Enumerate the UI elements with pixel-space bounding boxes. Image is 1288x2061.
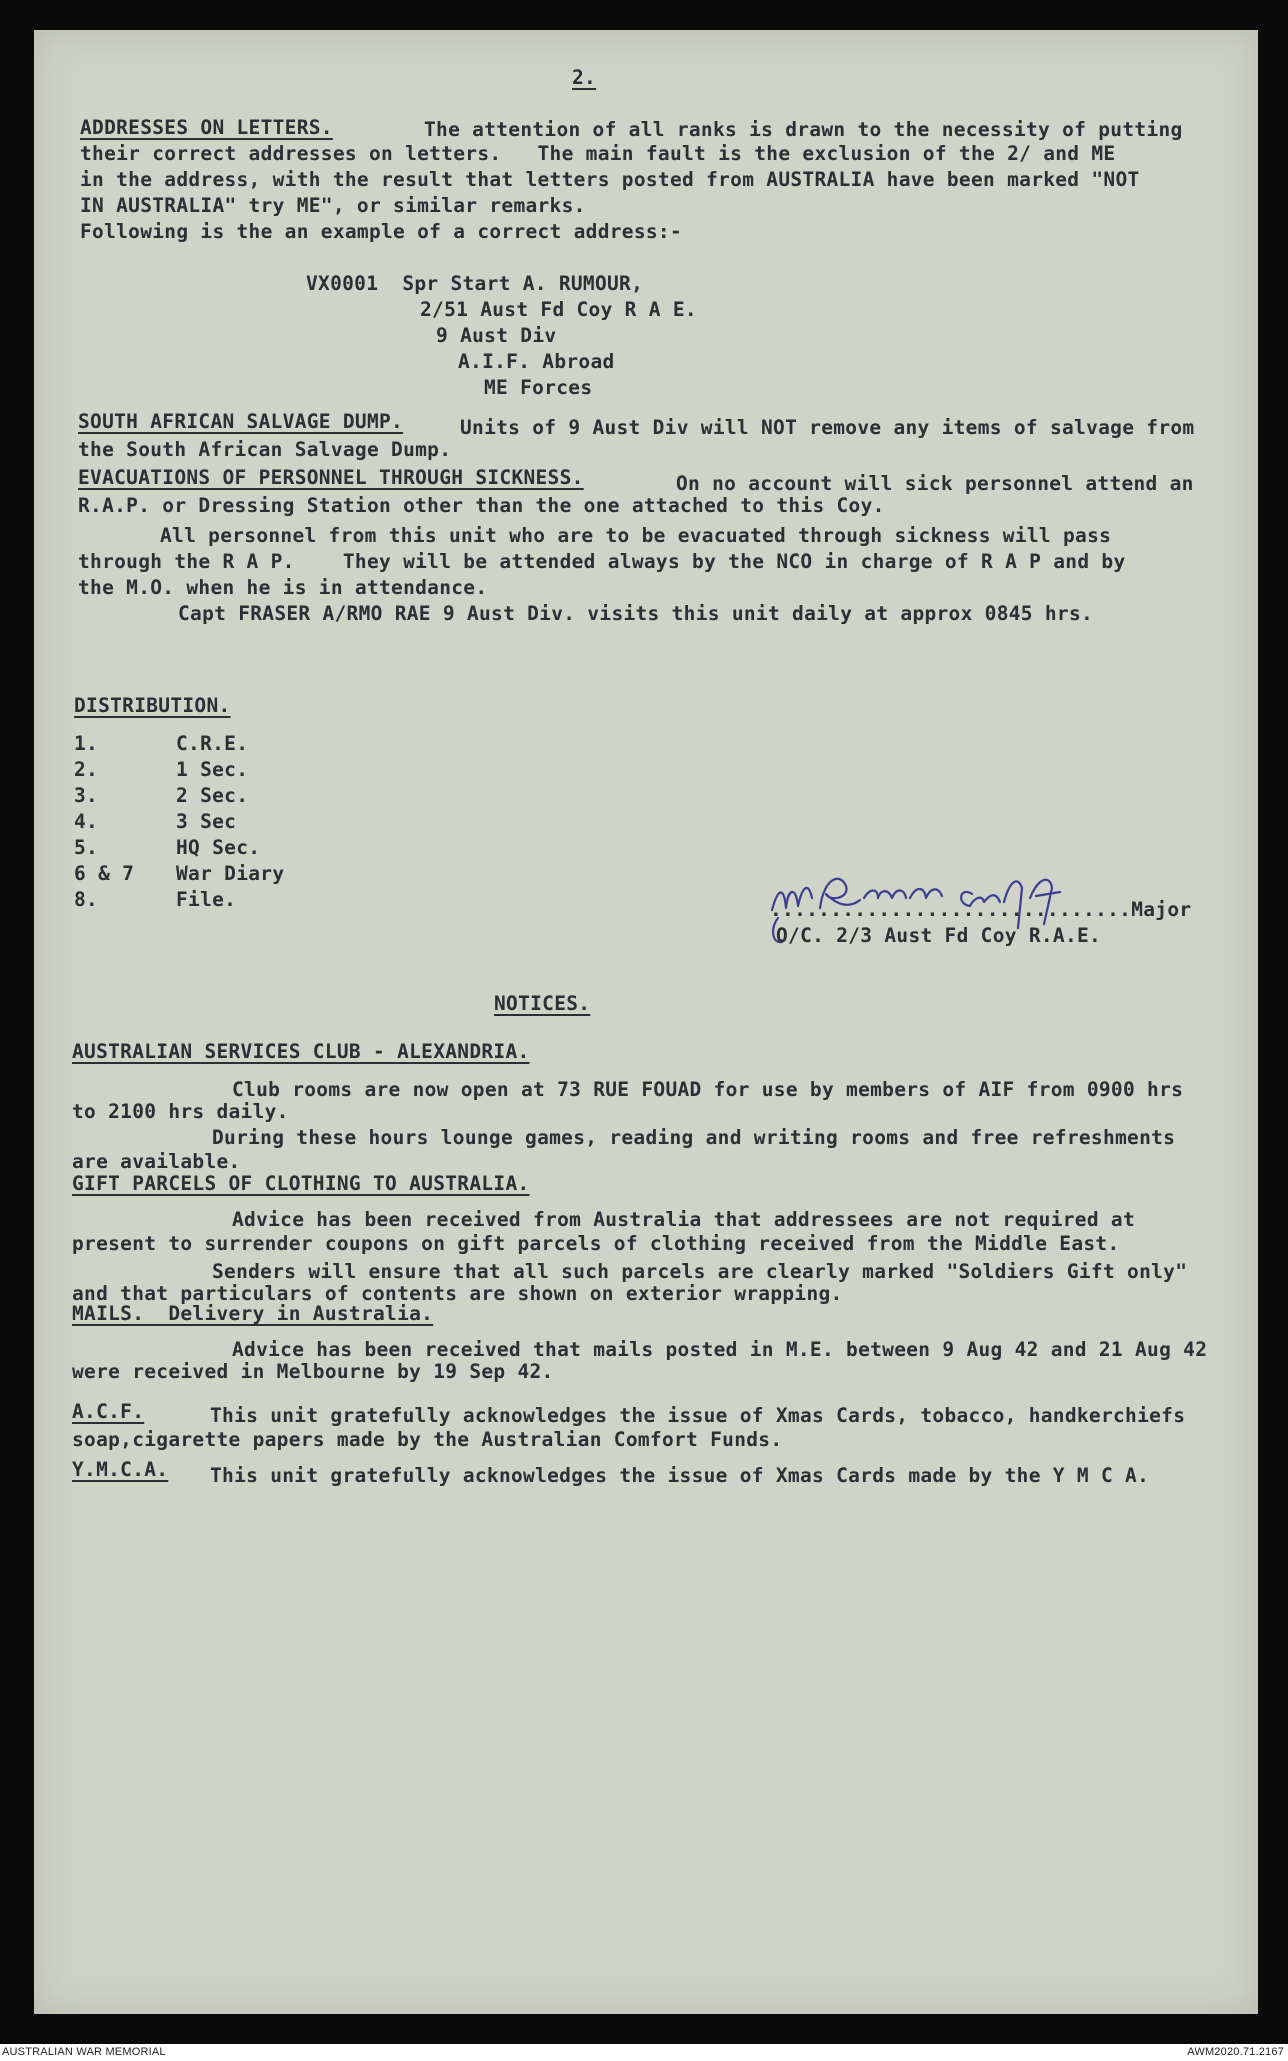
distribution-number: 1. [74,732,99,755]
ymca-heading: Y.M.C.A. [72,1458,169,1481]
club-line: During these hours lounge games, reading and writing rooms and free refreshments [212,1126,1176,1149]
mails-heading: MAILS. Delivery in Australia. [72,1302,434,1325]
distribution-heading: DISTRIBUTION. [74,694,231,717]
page-number: 2. [572,66,597,89]
distribution-number: 3. [74,784,99,807]
gift-line: Advice has been received from Australia that addressees are not required at [232,1208,1135,1231]
gift-line: present to surrender coupons on gift parcels of clothing received from the Middle East. [72,1232,1120,1255]
mails-line: Advice has been received that mails posted in M.E. between 9 Aug 42 and 21 Aug 42 [232,1338,1208,1361]
salvage-line: Units of 9 Aust Div will NOT remove any items of salvage from [460,416,1195,439]
distribution-recipient: War Diary [176,862,285,885]
distribution-recipient: File. [176,888,237,911]
club-heading: AUSTRALIAN SERVICES CLUB - ALEXANDRIA. [72,1040,530,1063]
club-line: Club rooms are now open at 73 RUE FOUAD for use by members of AIF from 0900 hrs [232,1078,1184,1101]
distribution-number: 5. [74,836,99,859]
address-example-line: ME Forces [484,376,593,399]
salvage-heading: SOUTH AFRICAN SALVAGE DUMP. [78,410,404,433]
evacuations-line: Capt FRASER A/RMO RAE 9 Aust Div. visits this unit daily at approx 0845 hrs. [178,602,1094,625]
gift-line: and that particulars of contents are shown on exterior wrapping. [72,1282,843,1305]
footer-accession-number: AWM2020.71.2167 [1187,2046,1284,2058]
addresses-line: their correct addresses on letters. The main fault is the exclusion of the 2/ and ME [80,142,1116,165]
addresses-line: The attention of all ranks is drawn to the necessity of putting [424,118,1183,141]
footer-bar [0,2044,1288,2061]
distribution-number: 8. [74,888,99,911]
addresses-line: IN AUSTRALIA" try ME", or similar remarks. [80,194,586,217]
distribution-number: 2. [74,758,99,781]
mails-line: were received in Melbourne by 19 Sep 42. [72,1360,554,1383]
signatory-title: O/C. 2/3 Aust Fd Coy R.A.E. [776,924,1102,947]
distribution-recipient: HQ Sec. [176,836,261,859]
distribution-number: 6 & 7 [74,862,135,885]
distribution-recipient: 2 Sec. [176,784,249,807]
salvage-line: the South African Salvage Dump. [78,438,452,461]
club-line: to 2100 hrs daily. [72,1100,289,1123]
address-example-line: A.I.F. Abroad [458,350,615,373]
footer-institution: AUSTRALIAN WAR MEMORIAL [2,2046,166,2058]
gift-heading: GIFT PARCELS OF CLOTHING TO AUSTRALIA. [72,1172,530,1195]
addresses-line: Following is the an example of a correct address:- [80,220,682,243]
evacuations-line: the M.O. when he is in attendance. [78,576,488,599]
distribution-recipient: 1 Sec. [176,758,249,781]
address-example-line: 9 Aust Div [436,324,557,347]
acf-line: soap,cigarette papers made by the Australian Comfort Funds. [72,1428,783,1451]
acf-line: This unit gratefully acknowledges the issue of Xmas Cards, tobacco, handkerchiefs [210,1404,1186,1427]
evacuations-line: through the R A P. They will be attended always by the NCO in charge of R A P and by [78,550,1126,573]
evacuations-heading: EVACUATIONS OF PERSONNEL THROUGH SICKNESS. [78,466,584,489]
document-page [34,30,1258,2014]
signature-line: ..............................Major [770,898,1192,921]
evacuations-line: On no account will sick personnel attend an [676,472,1194,495]
distribution-number: 4. [74,810,99,833]
ymca-line: This unit gratefully acknowledges the issue of Xmas Cards made by the Y M C A. [210,1464,1150,1487]
address-example-line: 2/51 Aust Fd Coy R A E. [420,298,697,321]
distribution-recipient: C.R.E. [176,732,249,755]
addresses-heading: ADDRESSES ON LETTERS. [80,116,333,139]
distribution-recipient: 3 Sec [176,810,237,833]
addresses-line: in the address, with the result that letters posted from AUSTRALIA have been marked "NOT [80,168,1140,191]
address-example-line: VX0001 Spr Start A. RUMOUR, [306,272,644,295]
notices-heading: NOTICES. [494,992,591,1015]
gift-line: Senders will ensure that all such parcels are clearly marked "Soldiers Gift only" [212,1260,1188,1283]
evacuations-line: R.A.P. or Dressing Station other than the one attached to this Coy. [78,494,885,517]
evacuations-line: All personnel from this unit who are to be evacuated through sickness will pass [160,524,1112,547]
club-line: are available. [72,1150,241,1173]
acf-heading: A.C.F. [72,1400,145,1423]
